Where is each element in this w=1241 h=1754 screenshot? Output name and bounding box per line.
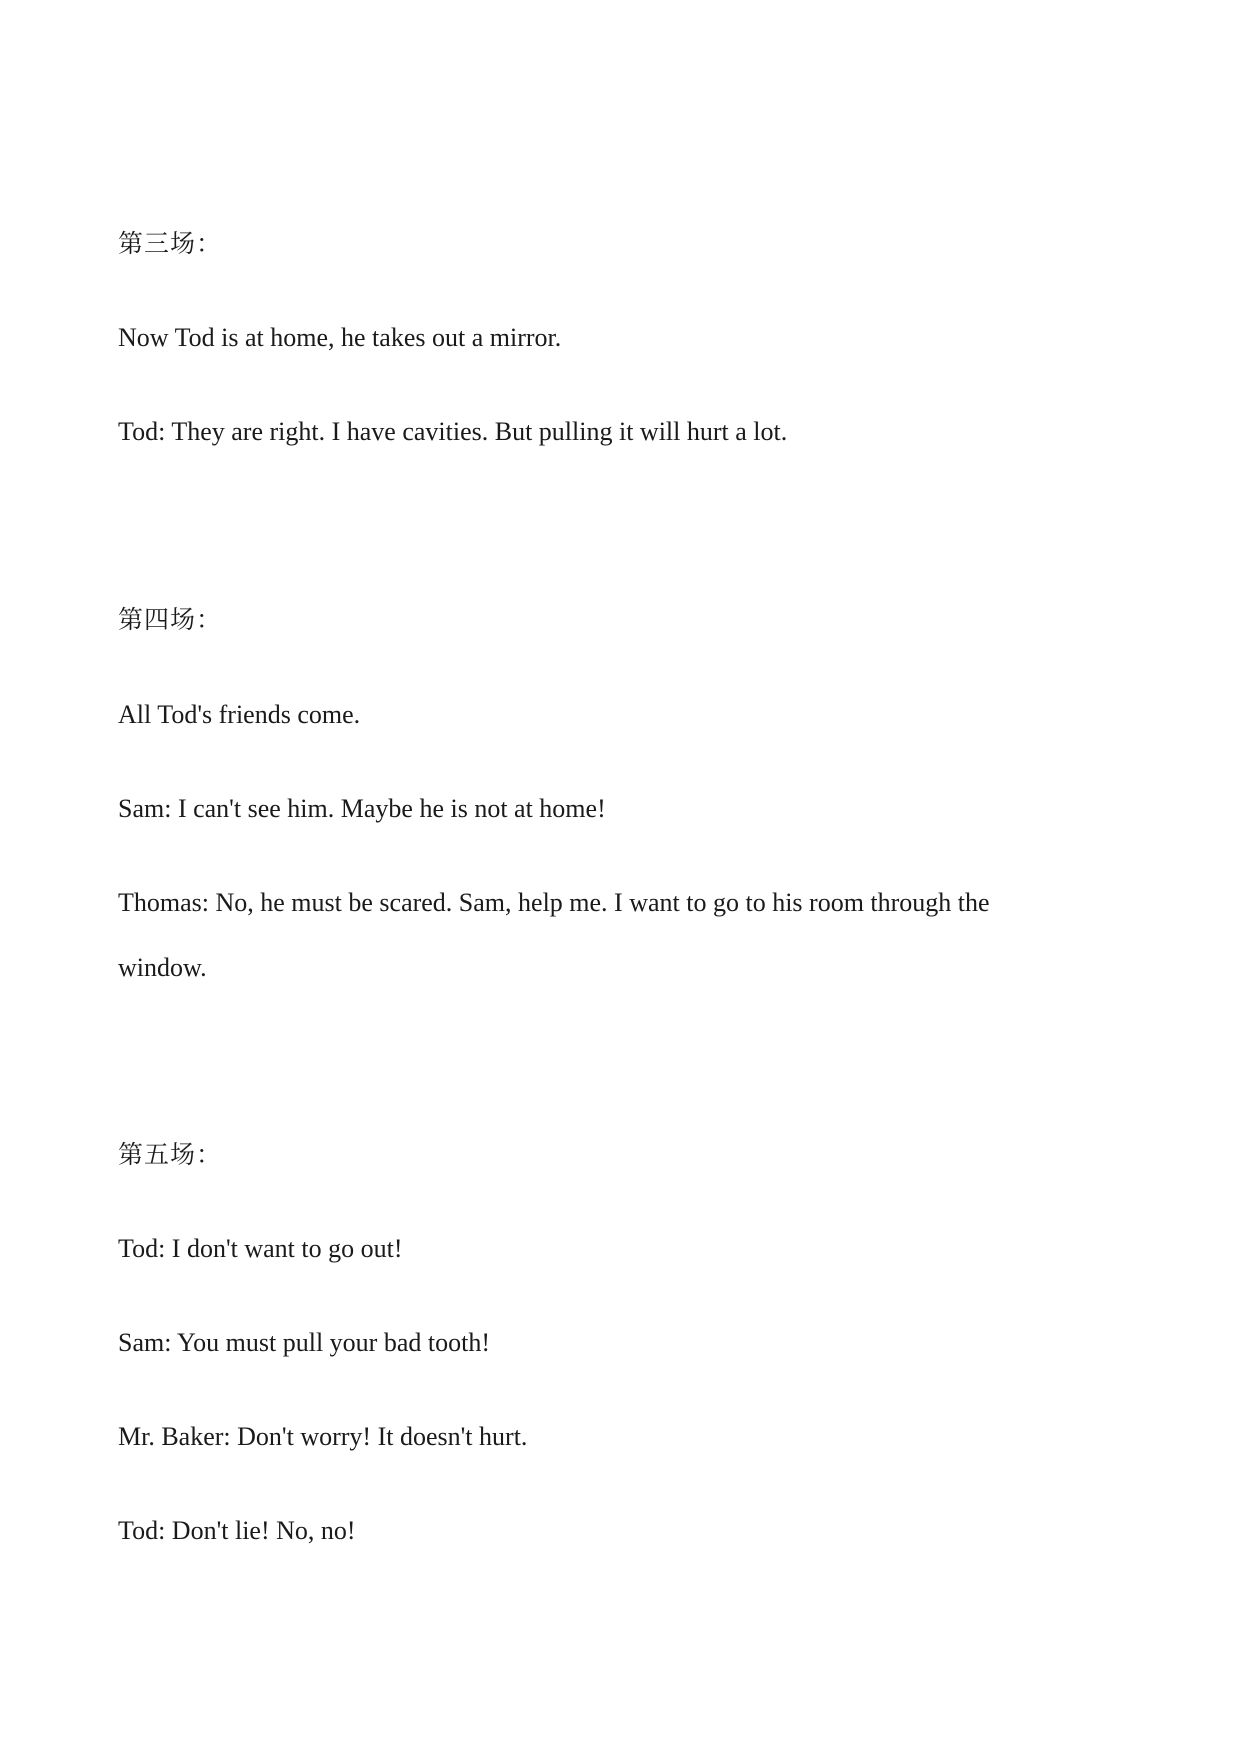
scene5-line-2: Sam: You must pull your bad tooth!	[118, 1328, 490, 1357]
scene3-line-1: Now Tod is at home, he takes out a mirror.	[118, 323, 562, 352]
scene5-line-3: Mr. Baker: Don't worry! It doesn't hurt.	[118, 1422, 528, 1451]
scene4-line-1: All Tod's friends come.	[118, 700, 361, 729]
scene5-line-1: Tod: I don't want to go out!	[118, 1234, 403, 1263]
scene4-line-4: window.	[118, 953, 207, 982]
scene5-heading: 第五场：	[118, 1140, 223, 1169]
scene3-heading: 第三场：	[118, 229, 223, 258]
scene5-line-4: Tod: Don't lie! No, no!	[118, 1516, 356, 1545]
scene4-line-3: Thomas: No, he must be scared. Sam, help me. I want to go to his room through the	[118, 888, 990, 917]
scene4-line-2: Sam: I can't see him. Maybe he is not at home!	[118, 794, 606, 823]
scene4-heading: 第四场：	[118, 605, 223, 634]
scene3-line-2: Tod: They are right. I have cavities. But pulling it will hurt a lot.	[118, 417, 788, 446]
